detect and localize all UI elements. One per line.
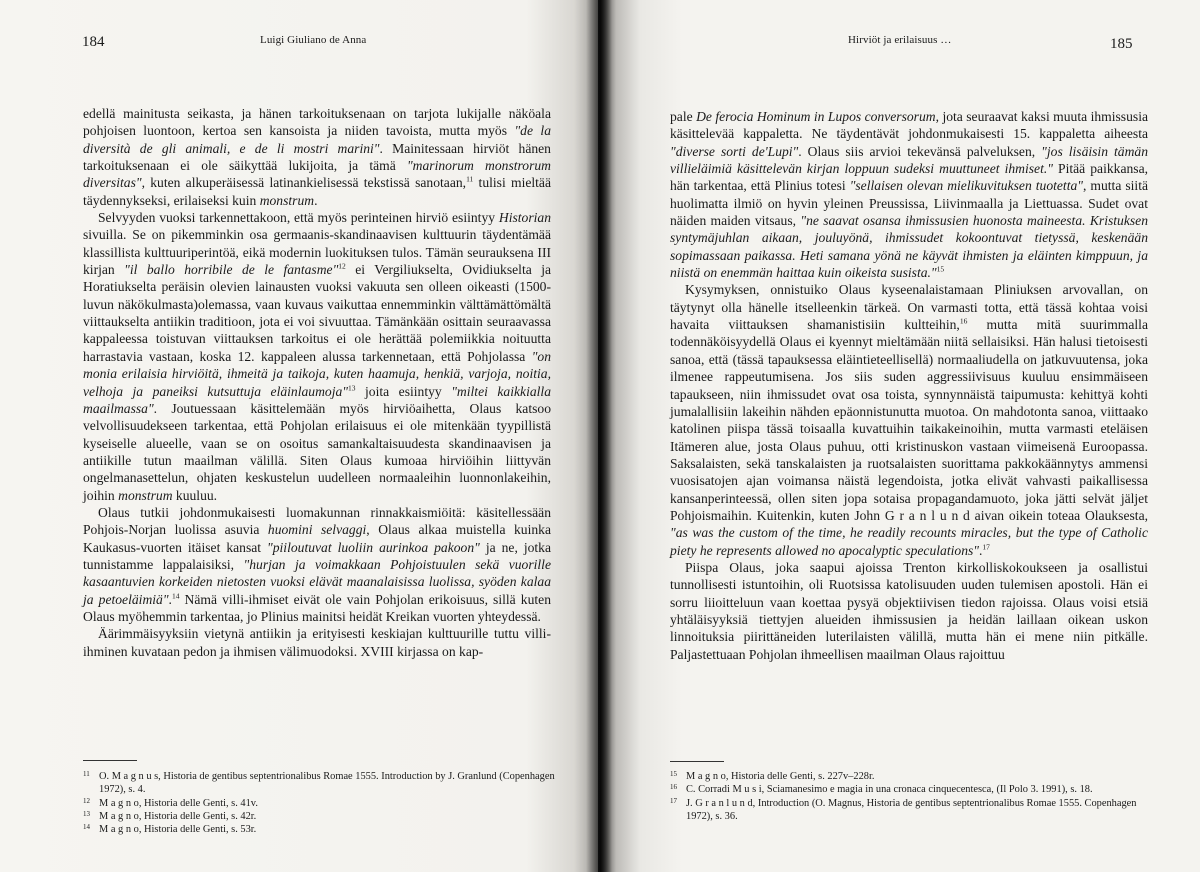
running-head: Luigi Giuliano de Anna	[260, 34, 367, 46]
footnote	[83, 823, 555, 836]
body-text	[83, 105, 551, 660]
footnote-number: 11	[83, 770, 90, 778]
footnotes	[670, 770, 1150, 823]
footnote-number: 13	[83, 809, 90, 818]
footnote-number: 15	[670, 770, 677, 778]
footnote-number: 16	[670, 783, 677, 792]
paragraph: Piispa Olaus, joka saapui ajoissa Trenton kirkolliskokoukseen ja osallistui tunnollisesti istuntoihin, oli Ruotsissa katolisuuden uuden tulemisen apostoli. Hän ei sorru liioitteluun vaan koettaa pysyä objektiivisen tiedon rajoissa. Olaus voisi etsiä yhtäläisyyksiä tiettyjen alueiden ihmissusien ja heidän laillaan oikean uskon linnoituksia piirittäneiden luterilaisten välillä, mutta hän ei mene niin pitkälle. Paljastettuaan Pohjolan ihmeellisen maailman Olaus rajoittuu	[670, 559, 1148, 662]
footnote-rule	[83, 760, 137, 761]
footnote	[83, 770, 555, 797]
footnote	[670, 783, 1150, 796]
footnote-text: J. G r a n l u n d, Introduction (O. Magnus, Historia de gentibus septentrionalibus Romae 1555. Copenhagen 1972), s. 36.	[686, 797, 1137, 822]
paragraph: Olaus tutkii johdonmukaisesti luomakunnan rinnakkaismiöitä: käsitellessään Pohjois-Norjan luolissa asuvia huomini selvaggi, Olaus alkaa muistella kuinka Kaukasus-vuorten itäiset kansat "piiloutuvat luoliin aurinkoa pakoon" ja ne, jotka tunnistamme lappalaisiksi, "hurjan ja voimakkaan Pohjoistuulen sekä vuorille kasaantuvien korkeiden nietosten vuoksi elävät maanalaisissa luolissa, syöden kalaa ja petoeläimiä".$^{14}$ Nämä villi-ihmiset eivät ole vain Pohjolan erikoisuus, sillä kuten Olaus myöhemmin tarkentaa, jo Plinius mainitsi heidät Kreikan vuorten yhteydessä.	[83, 504, 552, 624]
footnote-text: M a g n o, Historia delle Genti, s. 53r.	[99, 824, 257, 836]
left-page	[0, 0, 598, 872]
footnote	[83, 810, 555, 823]
footnote	[670, 797, 1150, 824]
right-page	[598, 0, 1200, 872]
footnote-number: 12	[83, 796, 90, 805]
footnote-text: O. M a g n u s, Historia de gentibus septentrionalibus Romae 1555. Introduction by J. Granlund (Copenhagen 1972), s. 4.	[99, 771, 555, 796]
footnote-number: 14	[83, 823, 90, 832]
page-number: 184	[82, 34, 105, 50]
paragraph: Kysymyksen, onnistuiko Olaus kyseenalaistamaan Pliniuksen arvovallan, on täytynyt olla hänelle itselleenkin tärkeä. On varmasti totta, että tässä kohtaa voisi havaita viittauksen shamanistisiin kultteihin,$^{16}$ mutta mitä suurimmalla todennäköisyydellä Olaus ei kyennyt mieltämään niitä sellaisiksi. Hän halusi tietoisesti sanoa, että (tässä tapauksessa eläintieteellisellä) normaaliudella on jatkuvuutensa, joka ilmenee rappeutumisena. Jos siis suden aggressiivisuus kuuluu ensimmäiseen tapaukseen, niin ihmissudet ovat osa toista, synnynnäistä taipumusta: kehittyä kohti jumalallisiin lakeihin nähden epäonnistunutta muotoa. On mahdotonta sanoa, viittaako katolinen piispa tässä toisaalla kuvattuihin taikakeinoihin, mutta varmasti eteläisen Itämeren alue, josta Olaus puhuu, otti kristinuskon vastaan viimeisenä Euroopassa. Saksalaisten, sekä tanskalaisten ja ruotsalaisten suorittama pakkokäännytys ammensi vuosisatojen ajan voimansa näistä legendoista, jotka elivät vahvasti paikallisessa kansanperinteessä, ollen siten jopa sotaisa propagandamuoto, joka jätti selvät jäljet Pohjoismaihin. Kuitenkin, kuten John G r a n l u n d aivan oikein toteaa Olauksesta, "as was the custom of the time, he readily recounts miracles, but the type of Catholic piety he represents allowed no apocalyptic speculations".$^{17}$	[670, 282, 1148, 558]
footnote-text: C. Corradi M u s i, Sciamanesimo e magia in una cronaca cinquecentesca, (Il Polo 3. 1991), s. 18.	[686, 784, 1093, 796]
paragraph: edellä mainitusta seikasta, ja hänen tarkoituksenaan on tarjota lukijalle näköala pohjoisen luontoon, kertoa sen kansoista ja niiden tavoista, mutta myös "de la diversità de gli animali, e de li mostri marini". Mainitessaan hirviöt hänen tarkoituksenaan ei ole säikyttää lukijoita, ja tämä "marinorum monstrorum diversitas", kuten alkuperäisessä latinankielisessä tekstissä sanotaan,$^{11}$ tulisi mieltää täydennykseksi, erilaiseksi kuin monstrum.	[83, 106, 551, 208]
footnote-text: M a g n o, Historia delle Genti, s. 227v–228r.	[686, 771, 875, 782]
footnote-text: M a g n o, Historia delle Genti, s. 42r.	[99, 810, 257, 822]
page-number: 185	[1110, 36, 1133, 52]
paragraph: Äärimmäisyyksiin vietynä antiikin ja erityisesti keskiajan kulttuurille tuttu villi-ihminen kuvataan pedon ja ihmisen välimuodoksi. XVIII kirjassa on kap-	[83, 626, 551, 659]
footnote-text: M a g n o, Historia delle Genti, s. 41v.	[99, 797, 258, 809]
body-text	[670, 108, 1148, 663]
footnote	[83, 797, 555, 810]
paragraph: pale De ferocia Hominum in Lupos conversorum, jota seuraavat kaksi muuta ihmissusia käsittelevää kappaletta. Ne täydentävät johdonmukaisesti 15. kappaletta aiheesta "diverse sorti de'Lupi". Olaus siis arvioi tekevänsä palveluksen, "jos lisäisin tämän villieläimiä käsittelevän kirjan loppuun sudeksi muuttuneet ihmiset." Pitää paikkansa, hän tarkentaa, että Plinius totesi "sellaisen olevan mielikuvituksen tuotetta", mutta siitä huolimatta ilmiö on hyvin yleinen Preussissa, Liivinmaalla ja Liettuassa. Sudet ovat näiden maiden vitsaus, "ne saavat osansa ihmissusien huonosta maineesta. Kristuksen syntymäjuhlan aikaan, jouluyönä, ihmissudet kokoontuvat tietyssä, keskenään sopimassaan paikassa. Heti samana yönä ne käyvät ihmisten ja eläinten kimppuun, ja niistä on enemmän haittaa kuin oikeista susista."$^{15}$	[670, 109, 1149, 281]
footnote-rule	[670, 761, 724, 762]
footnote-number: 17	[670, 796, 677, 805]
paragraph: Selvyyden vuoksi tarkennettakoon, että myös perinteinen hirviö esiintyy Historian sivuilla. Se on pikemminkin osa germaanis-skandinaavisen kulttuurin täydentämää klassillista kulttuuriperintöä, eikä modernin luokituksen tulos. Tämän seurauksena III kirjan "il ballo horribile de le fantasme"$^{12}$ ei Vergiliukselta, Ovidiukselta ja Horatiukselta peräisin olevien lainausten vuoksi vakuuta sen olleen oikeasti (1500-luvun näkökulmasta)olemassa, vaan kuvaus vaikuttaa ennemminkin välttämättömältä viittaukselta antiikin traditioon, jota ei voi sivuuttaa. Tämänkään osittain seuraavassa kappaleessa toistuvan viittauksen tarkoitus ei ole herättää polemiikkia noituutta harrastavia vastaan, koska 12. kappaleen alussa tarkennetaan, että Pohjolassa "on monia erilaisia hirviöitä, ihmeitä ja taikoja, kuten haamuja, henkiä, varjoja, noitia, velhoja ja paneiksi kutsuttuja eläinlaumoja"$^{13}$ joita esiintyy "miltei kaikkialla maailmassa". Joutuessaan käsittelemään myös hirviöaihetta, Olaus katsoo velvollisuudekseen tarkentaa, että Pohjolan erilaisuus ei ole mitenkään tyypillistä kyseiselle alueelle, vaan se on osoitus samankaltaisuudesta skandinaavisen ja antiikille tutun maailman välillä. Siten Olaus kumoaa hirviöihin liittyvän ongelmanasettelun, ohjaten keskustelun uudelleen normaaleihin luonnonlakeihin, joihin monstrum kuuluu.	[83, 210, 552, 503]
footnote	[670, 770, 1150, 783]
footnotes	[83, 770, 555, 836]
running-head: Hirviöt ja erilaisuus …	[848, 34, 952, 46]
